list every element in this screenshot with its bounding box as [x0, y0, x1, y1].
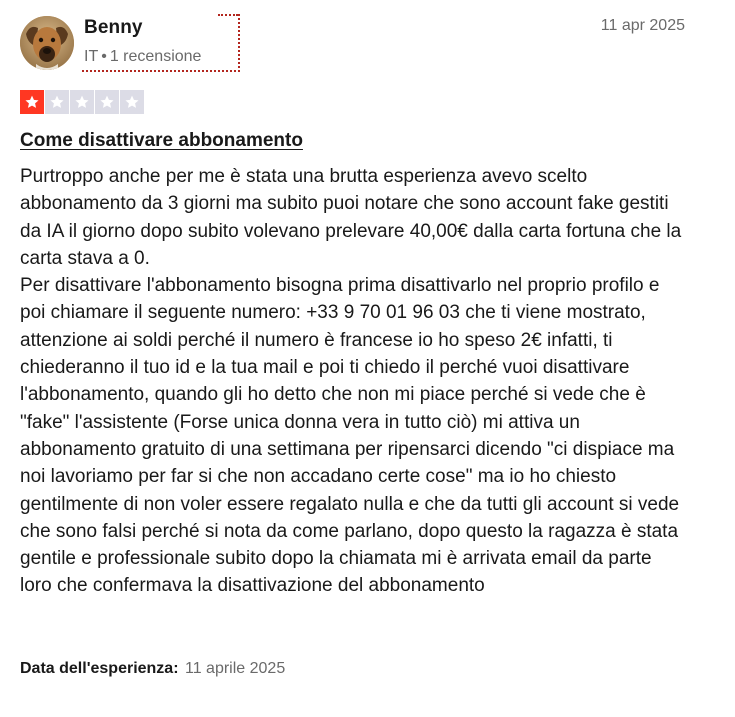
- star-icon: [74, 94, 90, 110]
- consumer-meta: [84, 48, 201, 66]
- star-icon: [24, 94, 40, 110]
- consumer-profile-link[interactable]: [82, 14, 240, 72]
- star-icon-empty: [120, 90, 144, 114]
- review-date: 11 apr 2025: [600, 17, 685, 34]
- experience-date: [20, 660, 285, 678]
- consumer-review-count: 1 recensione: [109, 48, 202, 65]
- star-rating: [20, 90, 144, 116]
- meta-separator: •: [101, 48, 107, 65]
- review-text: [20, 163, 685, 600]
- star-icon-empty: [95, 90, 119, 114]
- review-header: [20, 14, 685, 76]
- experience-date-value: 11 aprile 2025: [184, 660, 286, 677]
- review-title-link[interactable]: Come disattivare abbonamento: [20, 130, 303, 151]
- review-paragraph: Purtroppo anche per me è stata una brutta esperienza avevo scelto abbonamento da 3 giorni ma subito puoi notare che sono account fake gestiti da IA il giorno dopo subito volevano prelevare 40,00€ dalla carta fortuna che la carta stava a 0.: [20, 166, 682, 269]
- star-icon: [49, 94, 65, 110]
- avatar[interactable]: [20, 16, 74, 70]
- star-icon: [99, 94, 115, 110]
- consumer-country: IT: [84, 48, 99, 65]
- star-icon-filled: [20, 90, 44, 114]
- star-icon-empty: [45, 90, 69, 114]
- star-icon: [124, 94, 140, 110]
- review-paragraph: Per disattivare l'abbonamento bisogna prima disattivarlo nel proprio profilo e poi chiamare il seguente numero: +33 9 70 01 96 03 che ti viene mostrato, attenzione ai soldi perché il numero è francese io ho speso 2€ infatti, ti chiederanno il tuo id e la tua mail e poi ti chiedo il perché vuoi disattivare l'abbonamento, quando gli ho detto che non mi piace perché si vede che è "fake" l'assistente (Forse unica donna vera in tutto ciò) mi attiva un abbonamento gratuito di una settimana per ripensarci dicendo "ci dispiace ma noi lavoriamo per far si che non accadano certe cose" ma io ho chiesto gentilmente di non voler essere regalato nulla e che da tutti gli account si vede che sono falsi perché si nota da come parlano, dopo questo la ragazza è stata gentile e professionale subito dopo la chiamata mi è arrivata email da parte loro che confermava la disattivazione del abbonamento: [20, 275, 680, 597]
- star-icon-empty: [70, 90, 94, 114]
- consumer-name[interactable]: Benny: [84, 17, 143, 38]
- experience-date-label: Data dell'esperienza:: [20, 660, 179, 677]
- focus-outline: [218, 14, 238, 16]
- dog-avatar-icon: [20, 16, 74, 70]
